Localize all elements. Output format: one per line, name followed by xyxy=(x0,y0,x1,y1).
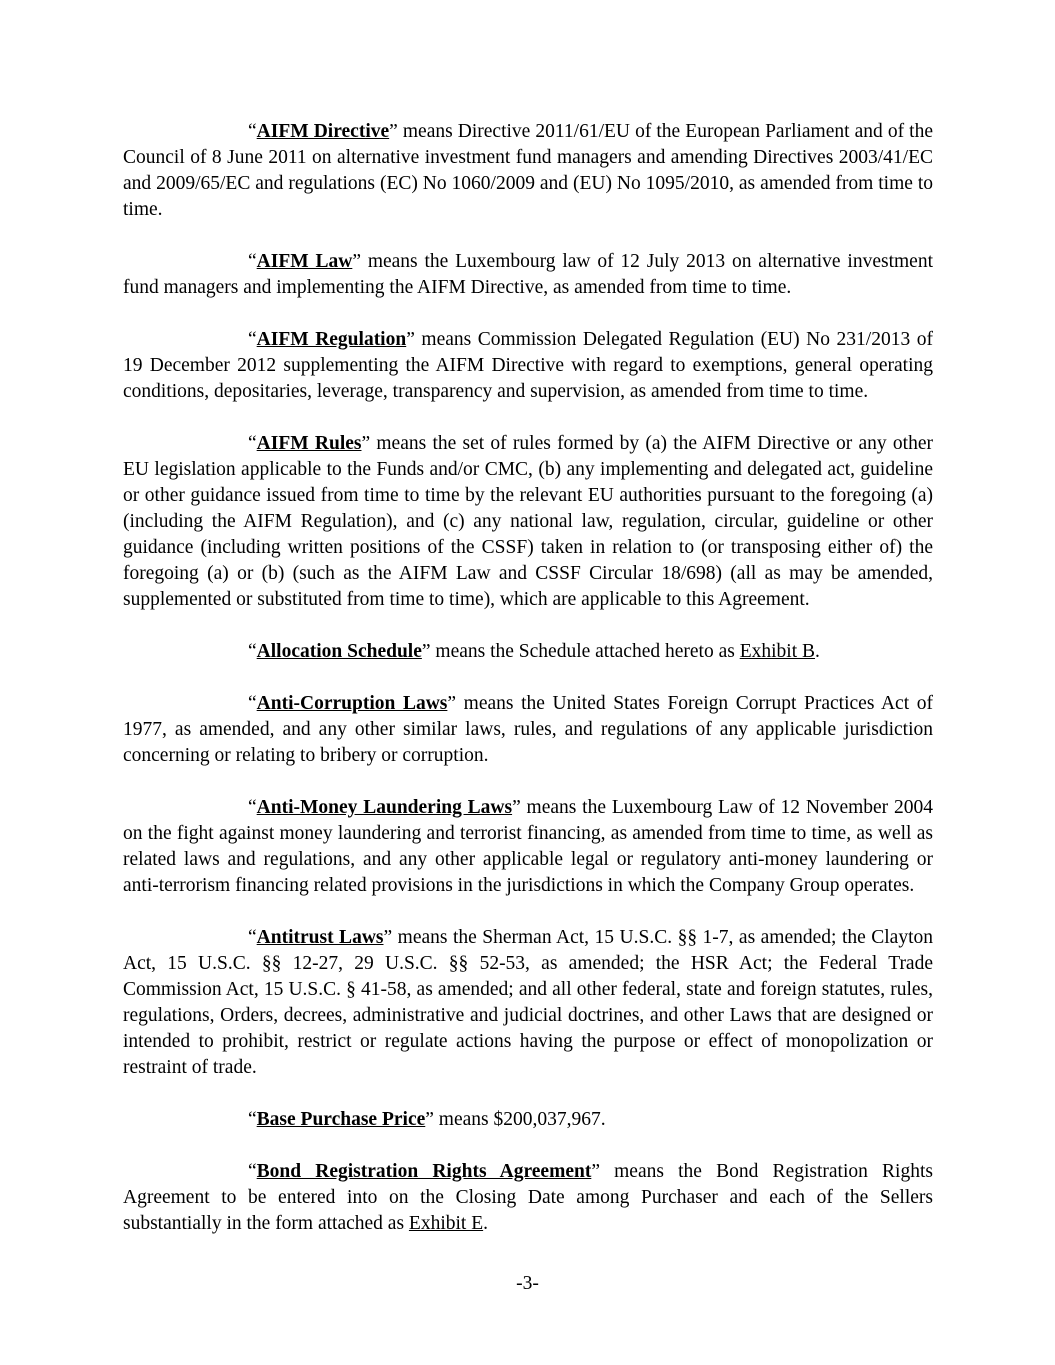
page-number: -3- xyxy=(516,1273,539,1294)
paragraph-text: “ xyxy=(248,121,257,142)
paragraph-text: “ xyxy=(248,797,257,818)
definition-paragraph xyxy=(123,925,933,1081)
paragraph-text: ” means Directive 2011/61/EU of the European Parliament and of the Council of 8 June 2011 on alternative investment fund managers and amending Directives 2003/41/EC and 2009/65/EC and regulations (EC) No 1060/2009 and (EU) No 1095/2010, as amended from time to time. xyxy=(123,121,933,220)
paragraph-text: “ xyxy=(248,641,257,662)
paragraph-text: “ xyxy=(248,1109,257,1130)
paragraph-text: “ xyxy=(248,693,257,714)
defined-term: Anti-Money Laundering Laws xyxy=(256,797,513,818)
defined-term: Allocation Schedule xyxy=(256,641,422,662)
paragraph-text: . xyxy=(815,641,820,662)
paragraph-text: ” means the Bond Registration Rights Agreement to be entered into on the Closing Date among Purchaser and each of the Sellers substantially in the form attached as xyxy=(123,1161,933,1234)
definition-paragraph xyxy=(123,1159,933,1237)
defined-term: AIFM Rules xyxy=(256,433,362,454)
paragraph-text: ” means the set of rules formed by (a) the AIFM Directive or any other EU legislation applicable to the Funds and/or CMC, (b) any implementing and delegated act, guideline or other guidance issued from time to time by the relevant EU authorities pursuant to the foregoing (a) (including the AIFM Regulation), and (c) any national law, regulation, circular, guideline or other guidance (including written positions of the CSSF) taken in relation to (or transposing either of) the foregoing (a) or (b) (such as the AIFM Law and CSSF Circular 18/698) (all as may be amended, supplemented or substituted from time to time), which are applicable to this Agreement. xyxy=(123,433,933,610)
paragraph-text: “ xyxy=(248,251,257,272)
page-footer xyxy=(0,1271,1055,1297)
definition-paragraph xyxy=(123,691,933,769)
definitions-section xyxy=(123,119,933,1263)
paragraph-text: ” means the Sherman Act, 15 U.S.C. §§ 1-7, as amended; the Clayton Act, 15 U.S.C. §§ 12-27, 29 U.S.C. §§ 52-53, as amended; the HSR Act; the Federal Trade Commission Act, 15 U.S.C. § 41-58, as amended; and all other federal, state and foreign statutes, rules, regulations, Orders, decrees, administrative and judicial doctrines, and other Laws that are designed or intended to prohibit, restrict or regulate actions having the purpose or effect of monopolization or restraint of trade. xyxy=(123,927,934,1078)
defined-term: Antitrust Laws xyxy=(256,927,384,948)
defined-term: AIFM Directive xyxy=(256,121,390,142)
defined-term: Anti-Corruption Laws xyxy=(256,693,448,714)
definition-paragraph xyxy=(123,119,933,223)
exhibit-reference: Exhibit B xyxy=(739,641,815,662)
paragraph-text: “ xyxy=(248,927,257,948)
definition-paragraph xyxy=(123,249,933,301)
definition-paragraph xyxy=(123,327,933,405)
defined-term: AIFM Law xyxy=(256,251,353,272)
definition-paragraph xyxy=(123,431,933,613)
paragraph-text: ” means the Luxembourg Law of 12 November 2004 on the fight against money laundering and terrorist financing, as amended from time to time, as well as related laws and regulations, and any other applicable legal or regulatory anti-money laundering or anti-terrorism financing related provisions in the jurisdictions in which the Company Group operates. xyxy=(123,797,933,896)
paragraph-text: “ xyxy=(248,433,257,454)
paragraph-text: ” means $200,037,967. xyxy=(425,1109,606,1130)
definition-paragraph xyxy=(123,1107,933,1133)
paragraph-text: . xyxy=(483,1213,488,1234)
paragraph-text: “ xyxy=(248,1161,257,1182)
paragraph-text: ” means the Schedule attached hereto as xyxy=(421,641,740,662)
paragraph-text: ” means the Luxembourg law of 12 July 2013 on alternative investment fund managers and implementing the AIFM Directive, as amended from time to time. xyxy=(123,251,933,298)
definition-paragraph xyxy=(123,639,933,665)
exhibit-reference: Exhibit E xyxy=(408,1213,484,1234)
paragraph-text: “ xyxy=(248,329,257,350)
defined-term: AIFM Regulation xyxy=(256,329,407,350)
paragraph-text: ” means the United States Foreign Corrupt Practices Act of 1977, as amended, and any other similar laws, rules, and regulations of any applicable jurisdiction concerning or relating to bribery or corruption. xyxy=(123,693,933,766)
definition-paragraph xyxy=(123,795,933,899)
paragraph-text: ” means Commission Delegated Regulation (EU) No 231/2013 of 19 December 2012 supplementing the AIFM Directive with regard to exemptions, general operating conditions, depositaries, leverage, transparency and supervision, as amended from time to time. xyxy=(123,329,933,402)
defined-term: Bond Registration Rights Agreement xyxy=(256,1161,592,1182)
defined-term: Base Purchase Price xyxy=(256,1109,426,1130)
